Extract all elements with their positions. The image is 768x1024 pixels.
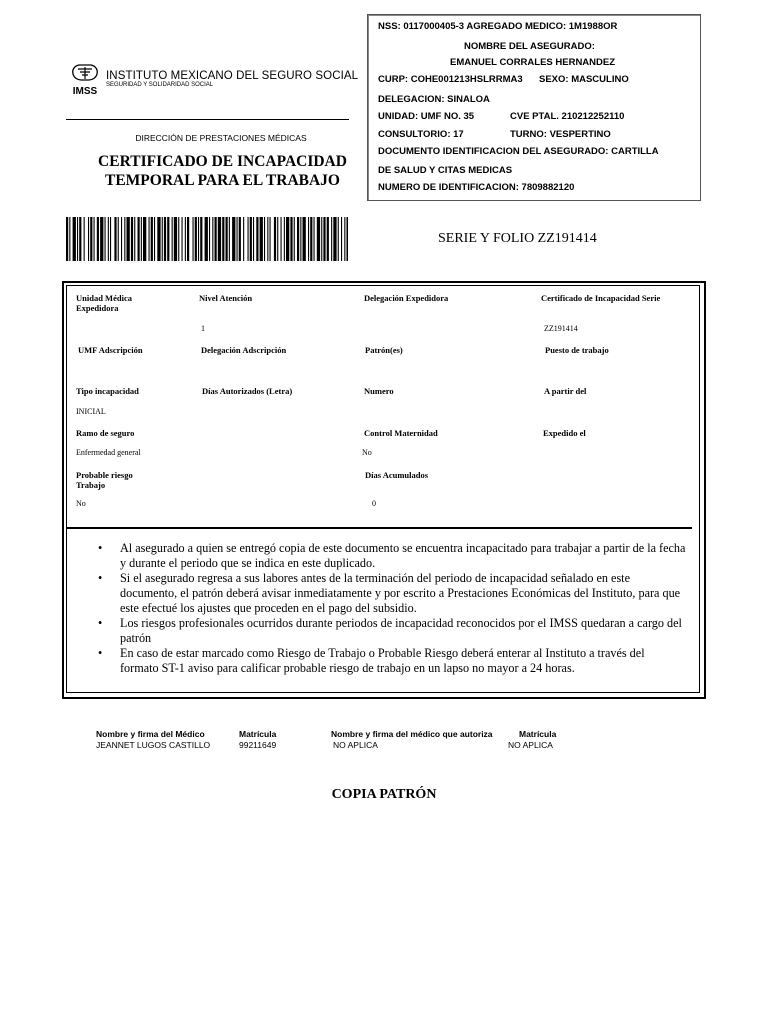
barcode-bar [143, 217, 146, 261]
direccion-label: DIRECCIÓN DE PRESTACIONES MÉDICAS [135, 133, 307, 143]
barcode-bar [260, 217, 263, 261]
cert-serie-value: ZZ191414 [544, 324, 578, 333]
barcode-bar [182, 217, 183, 261]
probable-riesgo-value: No [76, 499, 86, 508]
autoriza-value: NO APLICA [333, 740, 378, 750]
barcode-bar [250, 217, 252, 261]
barcode-bar [347, 217, 349, 261]
barcode-bar [264, 217, 265, 261]
barcode-bar [90, 217, 92, 261]
tipo-incapacidad-label: Tipo incapacidad [76, 386, 139, 396]
barcode-bar [297, 217, 299, 261]
turno-line: TURNO: VESPERTINO [510, 129, 611, 140]
barcode-bar [138, 217, 140, 261]
barcode-bar [151, 217, 153, 261]
barcode-bar [338, 217, 339, 261]
barcode-bar [84, 217, 85, 261]
barcode-bar [157, 217, 160, 261]
serie-folio: SERIE Y FOLIO ZZ191414 [438, 231, 597, 246]
barcode-bar [167, 217, 169, 261]
certificate-title [66, 152, 379, 190]
barcode-bar [94, 217, 95, 261]
matricula-label: Matrícula [239, 729, 277, 739]
barcode-bar [131, 217, 133, 261]
probable-riesgo-label: Probable riesgo Trabajo [76, 470, 133, 490]
barcode-bar [300, 217, 301, 261]
barcode-bar [310, 217, 312, 261]
barcode-bar [162, 217, 163, 261]
barcode-bar [232, 217, 235, 261]
notices-list [96, 541, 686, 676]
barcode-bar [88, 217, 89, 261]
delegacion-expedidora-label: Delegación Expedidora [364, 293, 449, 303]
certificate-title-line1: CERTIFICADO DE INCAPACIDAD [98, 153, 347, 170]
barcode-bar [267, 217, 268, 261]
consultorio-line: CONSULTORIO: 17 [378, 129, 464, 140]
notice-item: • En caso de estar marcado como Riesgo de Trabajo o Probable Riesgo deberá enterar al Instituto a través del formato ST-1 aviso para calificar probable riesgo de trabajo en un lapso no mayor a 24 horas. [96, 646, 686, 676]
barcode-bar [97, 217, 99, 261]
nombre-value: EMANUEL CORRALES HERNANDEZ [450, 57, 616, 68]
umf-adscripcion-label: UMF Adscripción [78, 345, 143, 355]
medico-label: Nombre y firma del Médico [96, 729, 205, 739]
barcode-bar [66, 217, 68, 261]
barcode-bar [286, 217, 289, 261]
barcode-bar [281, 217, 282, 261]
barcode-bar [321, 217, 322, 261]
barcode-bar [248, 217, 249, 261]
barcode-bar [110, 217, 111, 261]
cert-serie-label: Certificado de Incapacidad Serie [541, 293, 661, 303]
numero-id-line: NUMERO DE IDENTIFICACION: 7809882120 [378, 182, 575, 193]
form-divider [66, 527, 692, 529]
barcode-bar [174, 217, 177, 261]
barcode-bar [341, 217, 342, 261]
barcode-bar [229, 217, 230, 261]
certificate-title-line2: TEMPORAL PARA EL TRABAJO [105, 172, 340, 189]
nss-line: NSS: 0117000405-3 AGREGADO MEDICO: 1M1988OR [378, 21, 618, 32]
barcode-bar [124, 217, 125, 261]
barcode-bar [331, 217, 332, 261]
barcode [66, 217, 348, 261]
matricula2-value: NO APLICA [508, 740, 553, 750]
barcode-bar [154, 217, 155, 261]
dias-acumulados-value: 0 [372, 499, 376, 508]
barcode-bar [164, 217, 166, 261]
control-maternidad-label: Control Maternidad [364, 428, 438, 438]
barcode-bar [284, 217, 285, 261]
nivel-atencion-label: Nivel Atención [199, 293, 253, 303]
barcode-bar [327, 217, 329, 261]
dias-acumulados-label: Días Acumulados [365, 470, 429, 480]
notice-item: • Si el asegurado regresa a sus labores antes de la terminación del periodo de incapacidad señalado en este documento, el patrón deberá avisar inmediatamente y por escrito a Prestaciones Económicas del Instituto, para que este efectué los ajustes que proceden en el pago del subsidio. [96, 571, 686, 616]
barcode-bar [212, 217, 213, 261]
nombre-label: NOMBRE DEL ASEGURADO: [464, 41, 595, 52]
curp-line: CURP: COHE001213HSLRRMA3 [378, 74, 523, 85]
barcode-bar [198, 217, 199, 261]
institution-name: INSTITUTO MEXICANO DEL SEGURO SOCIAL [106, 70, 359, 82]
barcode-bar [149, 217, 150, 261]
barcode-bar [127, 217, 130, 261]
barcode-bar [172, 217, 173, 261]
barcode-bar [187, 217, 189, 261]
barcode-bar [141, 217, 142, 261]
matricula2-label: Matrícula [519, 729, 557, 739]
autoriza-label: Nombre y firma del médico que autoriza [331, 729, 493, 739]
barcode-bar [105, 217, 106, 261]
expedido-label: Expedido el [543, 428, 586, 438]
barcode-bar [277, 217, 278, 261]
numero-label: Numero [364, 386, 394, 396]
barcode-bar [314, 217, 315, 261]
documento-line1: DOCUMENTO IDENTIFICACION DEL ASEGURADO: CARTILLA [378, 146, 659, 157]
barcode-bar [121, 217, 122, 261]
barcode-bar [333, 217, 336, 261]
barcode-bar [193, 217, 194, 261]
medico-value: JEANNET LUGOS CASTILLO [96, 740, 211, 750]
insured-info-box [367, 14, 701, 201]
ramo-value: Enfermedad general [76, 448, 141, 457]
matricula-value: 99211649 [239, 740, 277, 750]
a-partir-label: A partir del [544, 386, 587, 396]
sexo-line: SEXO: MASCULINO [539, 74, 629, 85]
barcode-bar [205, 217, 208, 261]
barcode-bar [344, 217, 345, 261]
barcode-bar [243, 217, 244, 261]
barcode-bar [79, 217, 81, 261]
notice-item: • Los riesgos profesionales ocurridos durante periodos de incapacidad reconocidos por el IMSS quedaran a cargo del patrón [96, 616, 686, 646]
barcode-bar [185, 217, 186, 261]
barcode-bar [274, 217, 276, 261]
barcode-bar [73, 217, 76, 261]
puesto-label: Puesto de trabajo [545, 345, 609, 355]
ramo-label: Ramo de seguro [76, 428, 135, 438]
barcode-bar [200, 217, 202, 261]
barcode-bar [303, 217, 306, 261]
documento-line2: DE SALUD Y CITAS MEDICAS [378, 165, 513, 176]
barcode-bar [100, 217, 103, 261]
barcode-bar [209, 217, 210, 261]
delegacion-line: DELEGACION: SINALOA [378, 94, 490, 105]
barcode-bar [226, 217, 228, 261]
dias-autorizados-label: Días Autorizados (Letra) [202, 386, 293, 396]
barcode-bar [270, 217, 271, 261]
barcode-bar [290, 217, 292, 261]
unidad-medica-label: Unidad Médica Expedidora [76, 293, 132, 313]
barcode-bar [253, 217, 254, 261]
delegacion-adscripcion-label: Delegación Adscripción [201, 345, 287, 355]
barcode-bar [222, 217, 224, 261]
barcode-bar [114, 217, 116, 261]
barcode-bar [323, 217, 325, 261]
control-maternidad-value: No [362, 448, 372, 457]
patron-label: Patrón(es) [365, 345, 403, 355]
imss-logo-icon [70, 63, 100, 97]
barcode-bar [294, 217, 295, 261]
barcode-bar [239, 217, 241, 261]
barcode-bar [256, 217, 258, 261]
tipo-incapacidad-value: INICIAL [76, 407, 106, 416]
barcode-bar [77, 217, 78, 261]
barcode-bar [108, 217, 109, 261]
logo-text: IMSS [72, 86, 98, 97]
barcode-bar [215, 217, 217, 261]
unidad-line: UNIDAD: UMF NO. 35 [378, 111, 475, 122]
notice-item: • Al asegurado a quien se entregó copia de este documento se encuentra incapacitado para trabajar a partir de la fecha y durante el periodo que se indica en este duplicado. [96, 541, 686, 571]
barcode-bar [317, 217, 320, 261]
barcode-bar [69, 217, 70, 261]
cve-ptal-line: CVE PTAL. 210212252110 [510, 111, 625, 122]
barcode-bar [118, 217, 119, 261]
barcode-bar [237, 217, 238, 261]
header-divider [66, 119, 349, 120]
barcode-bar [308, 217, 309, 261]
barcode-bar [195, 217, 197, 261]
barcode-bar [218, 217, 221, 261]
nivel-atencion-value: 1 [201, 324, 205, 333]
institution-slogan: SEGURIDAD Y SOLIDARIDAD SOCIAL [106, 82, 214, 88]
copia-patron: COPIA PATRÓN [331, 787, 437, 802]
barcode-bar [178, 217, 179, 261]
barcode-bar [134, 217, 135, 261]
